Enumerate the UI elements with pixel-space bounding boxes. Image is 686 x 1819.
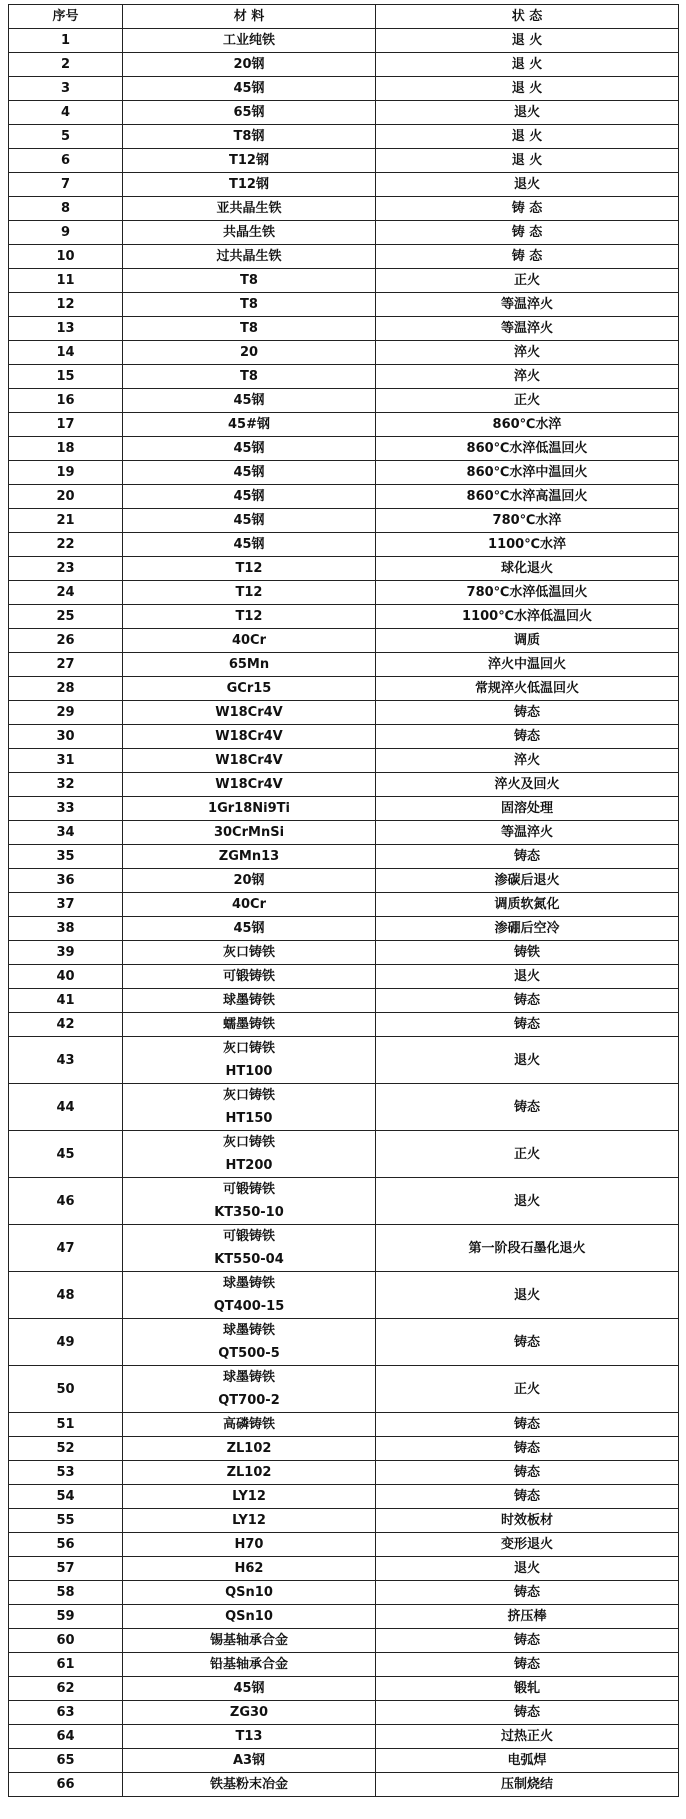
cell-no: 45 bbox=[9, 1131, 123, 1178]
cell-state: 退 火 bbox=[376, 29, 679, 53]
table-row bbox=[9, 413, 679, 437]
material-grade: QT700-2 bbox=[218, 1393, 280, 1408]
cell-no: 14 bbox=[9, 341, 123, 365]
cell-material: ZGMn13 bbox=[123, 845, 376, 869]
cell-no: 30 bbox=[9, 725, 123, 749]
cell-state: 860℃水淬 bbox=[376, 413, 679, 437]
cell-material: W18Cr4V bbox=[123, 773, 376, 797]
table-row bbox=[9, 557, 679, 581]
cell-no: 2 bbox=[9, 53, 123, 77]
material-name: 可锻铸铁 bbox=[222, 1182, 275, 1197]
table-row bbox=[9, 1225, 679, 1272]
table-row bbox=[9, 1581, 679, 1605]
cell-state: 铸态 bbox=[376, 725, 679, 749]
material-grade: HT100 bbox=[225, 1064, 273, 1079]
cell-material: 共晶生铁 bbox=[123, 221, 376, 245]
cell-no: 39 bbox=[9, 941, 123, 965]
cell-material: 45钢 bbox=[123, 509, 376, 533]
cell-state: 退火 bbox=[376, 1037, 679, 1084]
cell-no: 52 bbox=[9, 1437, 123, 1461]
cell-material bbox=[123, 1131, 376, 1178]
cell-no: 36 bbox=[9, 869, 123, 893]
table-row bbox=[9, 1131, 679, 1178]
cell-no: 1 bbox=[9, 29, 123, 53]
cell-state: 铸 态 bbox=[376, 197, 679, 221]
table-row bbox=[9, 509, 679, 533]
cell-no: 44 bbox=[9, 1084, 123, 1131]
cell-no: 13 bbox=[9, 317, 123, 341]
material-name: 灰口铸铁 bbox=[222, 1088, 275, 1103]
cell-state: 退 火 bbox=[376, 149, 679, 173]
table-row bbox=[9, 1437, 679, 1461]
cell-state: 铸态 bbox=[376, 1653, 679, 1677]
cell-material: T8 bbox=[123, 317, 376, 341]
cell-state: 退火 bbox=[376, 965, 679, 989]
cell-no: 37 bbox=[9, 893, 123, 917]
cell-no: 17 bbox=[9, 413, 123, 437]
cell-state: 变形退火 bbox=[376, 1533, 679, 1557]
cell-no: 51 bbox=[9, 1413, 123, 1437]
cell-no: 34 bbox=[9, 821, 123, 845]
cell-no: 42 bbox=[9, 1013, 123, 1037]
cell-material bbox=[123, 1178, 376, 1225]
table-row bbox=[9, 1084, 679, 1131]
cell-no: 50 bbox=[9, 1366, 123, 1413]
cell-state: 铸态 bbox=[376, 989, 679, 1013]
table-row bbox=[9, 1749, 679, 1773]
table-row bbox=[9, 101, 679, 125]
table-row bbox=[9, 389, 679, 413]
table-row bbox=[9, 245, 679, 269]
table-row bbox=[9, 173, 679, 197]
cell-state: 等温淬火 bbox=[376, 293, 679, 317]
cell-material: 65钢 bbox=[123, 101, 376, 125]
table-row bbox=[9, 1319, 679, 1366]
cell-no: 26 bbox=[9, 629, 123, 653]
table-body bbox=[9, 29, 679, 1797]
cell-material: T12 bbox=[123, 557, 376, 581]
cell-state: 铸态 bbox=[376, 1629, 679, 1653]
cell-no: 3 bbox=[9, 77, 123, 101]
cell-material: T12 bbox=[123, 605, 376, 629]
cell-material: T8钢 bbox=[123, 125, 376, 149]
cell-material: 45钢 bbox=[123, 1677, 376, 1701]
cell-no: 25 bbox=[9, 605, 123, 629]
cell-no: 41 bbox=[9, 989, 123, 1013]
cell-no: 5 bbox=[9, 125, 123, 149]
material-grade: KT350-10 bbox=[214, 1205, 284, 1220]
cell-material: W18Cr4V bbox=[123, 725, 376, 749]
cell-no: 53 bbox=[9, 1461, 123, 1485]
cell-no: 27 bbox=[9, 653, 123, 677]
cell-material bbox=[123, 1272, 376, 1319]
cell-state: 电弧焊 bbox=[376, 1749, 679, 1773]
cell-state: 铸 态 bbox=[376, 221, 679, 245]
cell-state: 淬火 bbox=[376, 365, 679, 389]
table-row bbox=[9, 773, 679, 797]
table-row bbox=[9, 1178, 679, 1225]
table-row bbox=[9, 437, 679, 461]
material-grade: HT200 bbox=[225, 1158, 273, 1173]
cell-material: T8 bbox=[123, 269, 376, 293]
header-no: 序号 bbox=[9, 5, 123, 29]
cell-material: T12钢 bbox=[123, 149, 376, 173]
cell-no: 31 bbox=[9, 749, 123, 773]
table-row bbox=[9, 989, 679, 1013]
cell-state: 正火 bbox=[376, 1131, 679, 1178]
table-row bbox=[9, 1725, 679, 1749]
cell-material bbox=[123, 1319, 376, 1366]
cell-state: 铸铁 bbox=[376, 941, 679, 965]
cell-material: 45#钢 bbox=[123, 413, 376, 437]
cell-state: 固溶处理 bbox=[376, 797, 679, 821]
cell-material: ZL102 bbox=[123, 1437, 376, 1461]
cell-state: 铸态 bbox=[376, 1581, 679, 1605]
cell-no: 43 bbox=[9, 1037, 123, 1084]
header-state: 状 态 bbox=[376, 5, 679, 29]
cell-material: 45钢 bbox=[123, 77, 376, 101]
table-row bbox=[9, 1605, 679, 1629]
header-material: 材 料 bbox=[123, 5, 376, 29]
table-row bbox=[9, 125, 679, 149]
cell-no: 64 bbox=[9, 1725, 123, 1749]
cell-material: W18Cr4V bbox=[123, 701, 376, 725]
table-row bbox=[9, 701, 679, 725]
table-row bbox=[9, 485, 679, 509]
cell-no: 18 bbox=[9, 437, 123, 461]
cell-state: 铸态 bbox=[376, 1485, 679, 1509]
cell-state: 1100℃水淬 bbox=[376, 533, 679, 557]
cell-no: 19 bbox=[9, 461, 123, 485]
cell-material: A3钢 bbox=[123, 1749, 376, 1773]
cell-material: 锡基轴承合金 bbox=[123, 1629, 376, 1653]
cell-material: 45钢 bbox=[123, 437, 376, 461]
cell-state: 860℃水淬中温回火 bbox=[376, 461, 679, 485]
cell-state: 正火 bbox=[376, 389, 679, 413]
cell-no: 47 bbox=[9, 1225, 123, 1272]
materials-table bbox=[8, 4, 679, 1797]
cell-no: 4 bbox=[9, 101, 123, 125]
cell-material: 灰口铸铁 bbox=[123, 941, 376, 965]
cell-state: 退 火 bbox=[376, 125, 679, 149]
cell-material: 工业纯铁 bbox=[123, 29, 376, 53]
cell-material: 45钢 bbox=[123, 533, 376, 557]
cell-state: 1100℃水淬低温回火 bbox=[376, 605, 679, 629]
material-grade: QT400-15 bbox=[213, 1299, 285, 1314]
table-row bbox=[9, 1037, 679, 1084]
material-grade: QT500-5 bbox=[218, 1346, 280, 1361]
cell-material: 20 bbox=[123, 341, 376, 365]
cell-state: 第一阶段石墨化退火 bbox=[376, 1225, 679, 1272]
cell-material: GCr15 bbox=[123, 677, 376, 701]
cell-state: 正火 bbox=[376, 269, 679, 293]
cell-no: 7 bbox=[9, 173, 123, 197]
cell-state: 860℃水淬低温回火 bbox=[376, 437, 679, 461]
table-row bbox=[9, 1413, 679, 1437]
cell-state: 860℃水淬高温回火 bbox=[376, 485, 679, 509]
cell-material: 40Cr bbox=[123, 629, 376, 653]
material-name: 可锻铸铁 bbox=[222, 1229, 275, 1244]
cell-material: 铁基粉末冶金 bbox=[123, 1773, 376, 1797]
cell-material: 65Mn bbox=[123, 653, 376, 677]
cell-material: 1Gr18Ni9Ti bbox=[123, 797, 376, 821]
cell-state: 压制烧结 bbox=[376, 1773, 679, 1797]
table-row bbox=[9, 821, 679, 845]
material-grade: KT550-04 bbox=[214, 1252, 284, 1267]
cell-state: 退 火 bbox=[376, 53, 679, 77]
table-row bbox=[9, 1013, 679, 1037]
cell-no: 59 bbox=[9, 1605, 123, 1629]
cell-material: ZL102 bbox=[123, 1461, 376, 1485]
cell-material: 40Cr bbox=[123, 893, 376, 917]
cell-no: 58 bbox=[9, 1581, 123, 1605]
table-row bbox=[9, 1677, 679, 1701]
cell-material: T12钢 bbox=[123, 173, 376, 197]
cell-state: 调质软氮化 bbox=[376, 893, 679, 917]
cell-material: 球墨铸铁 bbox=[123, 989, 376, 1013]
table-row bbox=[9, 1366, 679, 1413]
material-name: 球墨铸铁 bbox=[222, 1323, 275, 1338]
cell-no: 57 bbox=[9, 1557, 123, 1581]
cell-no: 15 bbox=[9, 365, 123, 389]
table-row bbox=[9, 581, 679, 605]
cell-material: H70 bbox=[123, 1533, 376, 1557]
material-name: 球墨铸铁 bbox=[222, 1370, 275, 1385]
cell-material: 蠕墨铸铁 bbox=[123, 1013, 376, 1037]
table-row bbox=[9, 1629, 679, 1653]
cell-state: 过热正火 bbox=[376, 1725, 679, 1749]
cell-no: 55 bbox=[9, 1509, 123, 1533]
table-row bbox=[9, 533, 679, 557]
cell-material: 45钢 bbox=[123, 389, 376, 413]
cell-no: 12 bbox=[9, 293, 123, 317]
cell-material: T8 bbox=[123, 293, 376, 317]
cell-state: 780℃水淬低温回火 bbox=[376, 581, 679, 605]
cell-material: 20钢 bbox=[123, 869, 376, 893]
cell-no: 8 bbox=[9, 197, 123, 221]
cell-material: 亚共晶生铁 bbox=[123, 197, 376, 221]
cell-no: 20 bbox=[9, 485, 123, 509]
cell-material: 30CrMnSi bbox=[123, 821, 376, 845]
cell-no: 16 bbox=[9, 389, 123, 413]
cell-state: 铸 态 bbox=[376, 245, 679, 269]
cell-no: 54 bbox=[9, 1485, 123, 1509]
table-row bbox=[9, 1533, 679, 1557]
cell-no: 56 bbox=[9, 1533, 123, 1557]
table-row bbox=[9, 941, 679, 965]
cell-state: 淬火 bbox=[376, 749, 679, 773]
cell-no: 46 bbox=[9, 1178, 123, 1225]
table-row bbox=[9, 317, 679, 341]
cell-state: 渗碳后退火 bbox=[376, 869, 679, 893]
table-row bbox=[9, 149, 679, 173]
cell-no: 29 bbox=[9, 701, 123, 725]
cell-no: 28 bbox=[9, 677, 123, 701]
cell-state: 铸态 bbox=[376, 1413, 679, 1437]
cell-state: 正火 bbox=[376, 1366, 679, 1413]
table-row bbox=[9, 1485, 679, 1509]
cell-no: 65 bbox=[9, 1749, 123, 1773]
material-name: 灰口铸铁 bbox=[222, 1135, 275, 1150]
cell-state: 淬火 bbox=[376, 341, 679, 365]
cell-no: 61 bbox=[9, 1653, 123, 1677]
cell-material: T13 bbox=[123, 1725, 376, 1749]
table-row bbox=[9, 725, 679, 749]
cell-state: 退火 bbox=[376, 1557, 679, 1581]
cell-material: ZG30 bbox=[123, 1701, 376, 1725]
cell-no: 60 bbox=[9, 1629, 123, 1653]
table-row bbox=[9, 29, 679, 53]
cell-state: 球化退火 bbox=[376, 557, 679, 581]
cell-material: 45钢 bbox=[123, 917, 376, 941]
cell-material: 20钢 bbox=[123, 53, 376, 77]
table-row bbox=[9, 845, 679, 869]
cell-no: 9 bbox=[9, 221, 123, 245]
material-name: 球墨铸铁 bbox=[222, 1276, 275, 1291]
table-row bbox=[9, 677, 679, 701]
cell-no: 35 bbox=[9, 845, 123, 869]
table-row bbox=[9, 749, 679, 773]
table-row bbox=[9, 917, 679, 941]
table-row bbox=[9, 197, 679, 221]
cell-material: LY12 bbox=[123, 1485, 376, 1509]
cell-state: 铸态 bbox=[376, 1319, 679, 1366]
material-name: 灰口铸铁 bbox=[222, 1041, 275, 1056]
table-row bbox=[9, 1701, 679, 1725]
cell-no: 66 bbox=[9, 1773, 123, 1797]
cell-state: 退火 bbox=[376, 173, 679, 197]
cell-state: 铸态 bbox=[376, 845, 679, 869]
table-row bbox=[9, 293, 679, 317]
cell-material: 45钢 bbox=[123, 485, 376, 509]
table-row bbox=[9, 893, 679, 917]
cell-state: 780℃水淬 bbox=[376, 509, 679, 533]
cell-state: 退火 bbox=[376, 1272, 679, 1319]
table-row bbox=[9, 629, 679, 653]
cell-no: 40 bbox=[9, 965, 123, 989]
cell-material bbox=[123, 1084, 376, 1131]
cell-material: LY12 bbox=[123, 1509, 376, 1533]
table-row bbox=[9, 1557, 679, 1581]
cell-no: 21 bbox=[9, 509, 123, 533]
table-row bbox=[9, 869, 679, 893]
cell-material bbox=[123, 1225, 376, 1272]
cell-state: 淬火中温回火 bbox=[376, 653, 679, 677]
cell-no: 63 bbox=[9, 1701, 123, 1725]
cell-state: 等温淬火 bbox=[376, 317, 679, 341]
table-row bbox=[9, 1653, 679, 1677]
cell-state: 等温淬火 bbox=[376, 821, 679, 845]
cell-state: 退火 bbox=[376, 1178, 679, 1225]
cell-state: 常规淬火低温回火 bbox=[376, 677, 679, 701]
cell-state: 淬火及回火 bbox=[376, 773, 679, 797]
cell-no: 49 bbox=[9, 1319, 123, 1366]
table-row bbox=[9, 461, 679, 485]
cell-no: 11 bbox=[9, 269, 123, 293]
cell-no: 23 bbox=[9, 557, 123, 581]
cell-material: 过共晶生铁 bbox=[123, 245, 376, 269]
cell-no: 38 bbox=[9, 917, 123, 941]
cell-state: 铸态 bbox=[376, 701, 679, 725]
cell-state: 锻轧 bbox=[376, 1677, 679, 1701]
table-row bbox=[9, 653, 679, 677]
cell-material: T12 bbox=[123, 581, 376, 605]
cell-no: 32 bbox=[9, 773, 123, 797]
table-row bbox=[9, 221, 679, 245]
cell-no: 24 bbox=[9, 581, 123, 605]
cell-material: 45钢 bbox=[123, 461, 376, 485]
cell-material: 高磷铸铁 bbox=[123, 1413, 376, 1437]
cell-state: 铸态 bbox=[376, 1461, 679, 1485]
table-row bbox=[9, 1773, 679, 1797]
cell-material: QSn10 bbox=[123, 1581, 376, 1605]
table-row bbox=[9, 269, 679, 293]
cell-material: 铅基轴承合金 bbox=[123, 1653, 376, 1677]
cell-no: 22 bbox=[9, 533, 123, 557]
cell-no: 62 bbox=[9, 1677, 123, 1701]
cell-no: 6 bbox=[9, 149, 123, 173]
cell-material bbox=[123, 1037, 376, 1084]
cell-state: 挤压棒 bbox=[376, 1605, 679, 1629]
cell-state: 调质 bbox=[376, 629, 679, 653]
cell-state: 渗硼后空冷 bbox=[376, 917, 679, 941]
cell-no: 33 bbox=[9, 797, 123, 821]
table-row bbox=[9, 797, 679, 821]
table-row bbox=[9, 53, 679, 77]
table-row bbox=[9, 965, 679, 989]
cell-material: QSn10 bbox=[123, 1605, 376, 1629]
cell-state: 退 火 bbox=[376, 77, 679, 101]
cell-state: 时效板材 bbox=[376, 1509, 679, 1533]
table-row bbox=[9, 1272, 679, 1319]
cell-no: 48 bbox=[9, 1272, 123, 1319]
cell-state: 铸态 bbox=[376, 1701, 679, 1725]
cell-state: 铸态 bbox=[376, 1084, 679, 1131]
cell-state: 铸态 bbox=[376, 1013, 679, 1037]
materials-table-container bbox=[8, 4, 679, 1797]
cell-material: H62 bbox=[123, 1557, 376, 1581]
table-row bbox=[9, 365, 679, 389]
cell-no: 10 bbox=[9, 245, 123, 269]
cell-state: 铸态 bbox=[376, 1437, 679, 1461]
table-row bbox=[9, 341, 679, 365]
cell-material: W18Cr4V bbox=[123, 749, 376, 773]
table-row bbox=[9, 77, 679, 101]
cell-material: T8 bbox=[123, 365, 376, 389]
table-row bbox=[9, 1461, 679, 1485]
table-row bbox=[9, 605, 679, 629]
material-grade: HT150 bbox=[225, 1111, 273, 1126]
cell-material: 可锻铸铁 bbox=[123, 965, 376, 989]
cell-material bbox=[123, 1366, 376, 1413]
table-row bbox=[9, 1509, 679, 1533]
cell-state: 退火 bbox=[376, 101, 679, 125]
table-header-row bbox=[9, 5, 679, 29]
